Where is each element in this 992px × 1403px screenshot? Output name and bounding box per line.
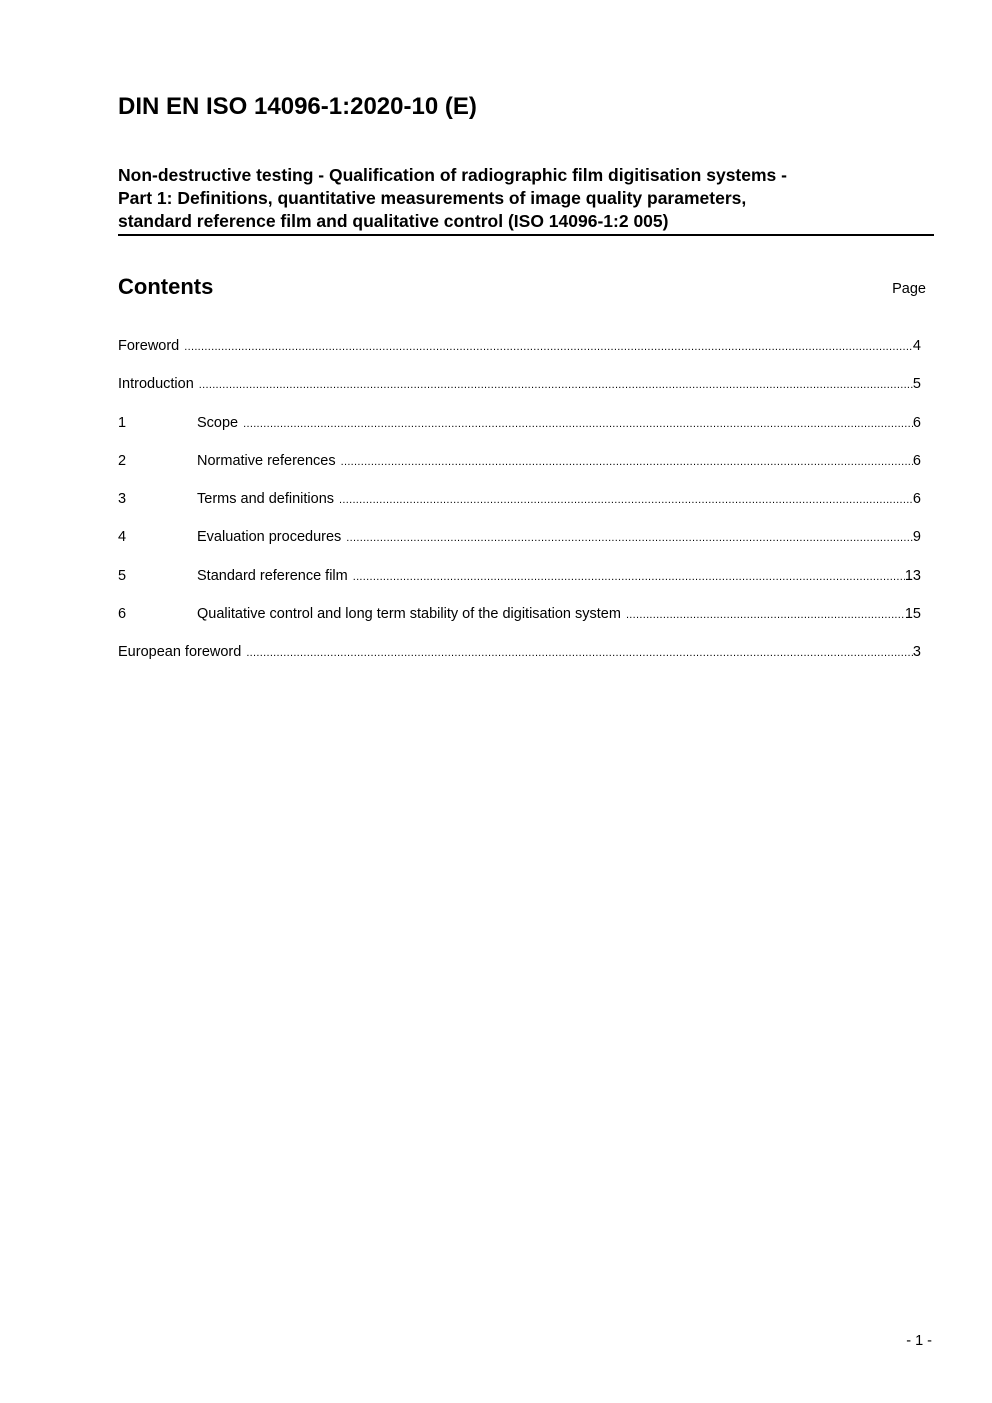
toc-entry-title: Introduction: [118, 376, 194, 393]
toc-entry-qualitative-control[interactable]: [118, 606, 921, 644]
table-of-contents: [118, 338, 921, 683]
toc-dot-leader: [346, 532, 913, 544]
toc-entry-number: 5: [118, 567, 127, 584]
toc-entry-number: 2: [118, 452, 127, 469]
toc-entry-page: 6: [912, 414, 921, 431]
toc-dot-leader: [246, 647, 913, 659]
toc-dot-leader: [341, 456, 913, 468]
page-number: - 1 -: [906, 1333, 932, 1349]
toc-entry-terms-and-definitions[interactable]: [118, 491, 921, 529]
contents-heading: Contents: [118, 274, 214, 299]
toc-entry-title: Foreword: [118, 338, 180, 354]
subtitle-line-2: Part 1: Definitions, quantitative measurements of image quality parameters,: [118, 188, 747, 208]
toc-entry-page: 6: [912, 491, 921, 508]
toc-entry-page: 6: [912, 452, 921, 469]
toc-entry-page: 15: [904, 606, 921, 623]
toc-entry-title: Terms and definitions: [197, 491, 335, 508]
toc-dot-leader: [353, 571, 905, 583]
page-column-label: Page: [892, 281, 926, 297]
toc-entry-page: 9: [912, 529, 921, 546]
toc-entry-title: Normative references: [197, 452, 336, 469]
document-subtitle: [118, 164, 934, 236]
toc-dot-leader: [199, 379, 913, 391]
toc-entry-title: Evaluation procedures: [197, 529, 342, 546]
toc-dot-leader: [339, 494, 913, 506]
toc-entry-number: 4: [118, 529, 127, 546]
toc-entry-standard-reference-film[interactable]: [118, 568, 921, 606]
toc-entry-page: 3: [912, 644, 921, 661]
toc-entry-title: European foreword: [118, 644, 242, 661]
toc-entry-page: 4: [912, 338, 921, 354]
toc-entry-page: 13: [904, 567, 921, 584]
toc-entry-european-foreword[interactable]: [118, 644, 921, 682]
toc-entry-title: Standard reference film: [197, 567, 348, 584]
toc-dot-leader: [243, 418, 913, 430]
toc-entry-number: 3: [118, 491, 127, 508]
toc-entry-page: 5: [912, 376, 921, 393]
document-title: DIN EN ISO 14096-1:2020-10 (E): [118, 93, 477, 120]
toc-dot-leader: [184, 341, 913, 353]
toc-entry-number: 1: [118, 414, 127, 431]
toc-dot-leader: [626, 609, 905, 621]
toc-entry-foreword[interactable]: [118, 338, 921, 376]
toc-entry-scope[interactable]: [118, 415, 921, 453]
toc-entry-title: Scope: [197, 414, 239, 431]
toc-entry-number: 6: [118, 606, 127, 623]
toc-entry-evaluation-procedures[interactable]: [118, 529, 921, 567]
subtitle-line-3: standard reference film and qualitative control (ISO 14096-1:2 005): [118, 211, 669, 231]
toc-entry-introduction[interactable]: [118, 376, 921, 414]
toc-entry-title: Qualitative control and long term stability of the digitisation system: [197, 606, 621, 623]
subtitle-line-1: Non-destructive testing - Qualification of radiographic film digitisation systems -: [118, 165, 787, 185]
toc-entry-normative-references[interactable]: [118, 453, 921, 491]
